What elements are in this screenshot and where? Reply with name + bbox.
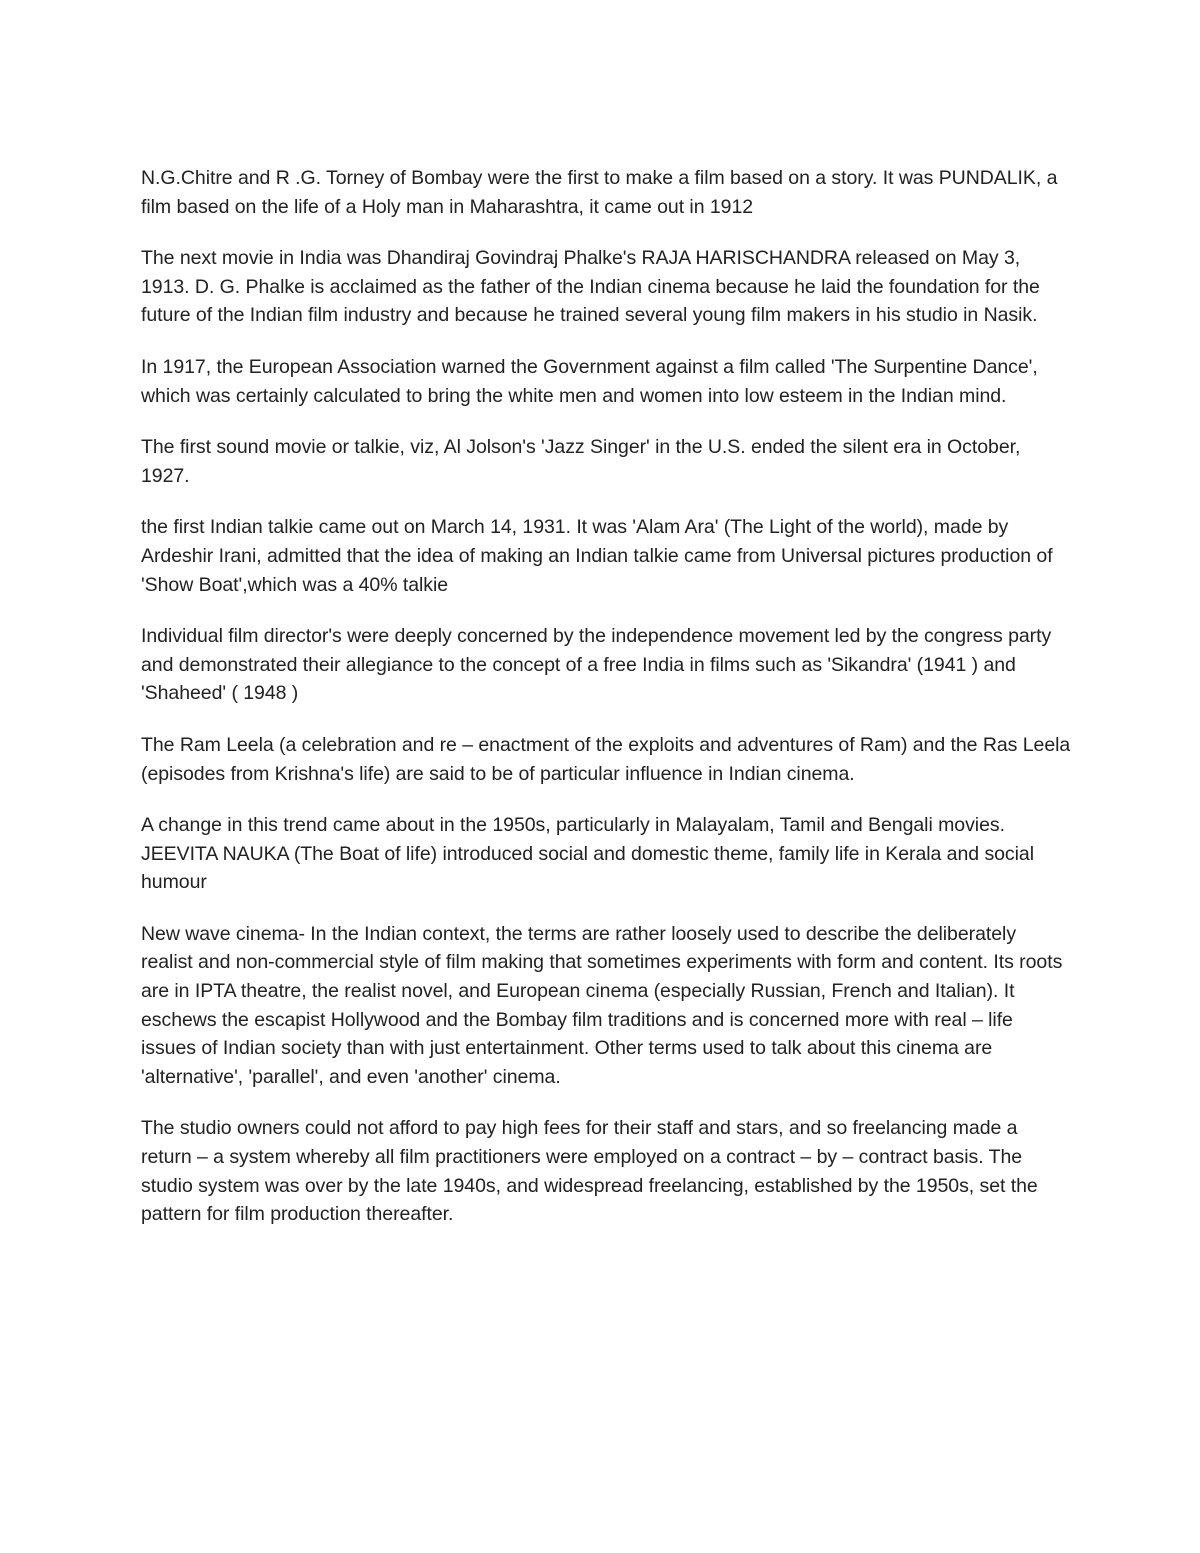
paragraph-studio-system: The studio owners could not afford to pay high fees for their staff and stars, and so freelancing made a return – a system whereby all film practitioners were employed on a contract – by – contract basis. The studio system was over by the late 1940s, and widespread freelancing, established by the 1950s, set the pattern for film production thereafter. — [141, 1117, 1038, 1226]
paragraph-jazz-singer: The first sound movie or talkie, viz, Al Jolson's 'Jazz Singer' in the U.S. ended the silent era in October, 1927. — [141, 436, 1021, 487]
paragraph-independence-movement: Individual film director's were deeply concerned by the independence movement led by the congress party and demonstrated their allegiance to the concept of a free India in films such as 'Sikandra' (1941 ) and 'Shaheed' ( 1948 ) — [141, 625, 1052, 705]
document-body — [141, 164, 1071, 1229]
paragraph-european-association: In 1917, the European Association warned the Government against a film called 'The Surpentine Dance', which was certainly calculated to bring the white men and women into low esteem in the Indian mind. — [141, 355, 1038, 407]
paragraph-alam-ara: the first Indian talkie came out on March 14, 1931. It was 'Alam Ara' (The Light of the world), made by Ardeshir Irani, admitted that the idea of making an Indian talkie came from Universal pictures production of 'Show Boat',which was a 40% talkie — [141, 516, 1053, 596]
paragraph-pundalik: N.G.Chitre and R .G. Torney of Bombay were the first to make a film based on a story. It was PUNDALIK, a film based on the life of a Holy man in Maharashtra, it came out in 1912 — [141, 167, 1058, 218]
paragraph-raja-harischandra: The next movie in India was Dhandiraj Govindraj Phalke's RAJA HARISCHANDRA released on May 3, 1913. D. G. Phalke is acclaimed as the father of the Indian cinema because he laid the foundation for the future of the Indian film industry and because he trained several young film makers in his studio in Nasik. — [141, 247, 1040, 327]
paragraph-new-wave-cinema: New wave cinema- In the Indian context, the terms are rather loosely used to describe the deliberately realist and non-commercial style of film making that sometimes experiments with form and content. Its roots are in IPTA theatre, the realist novel, and European cinema (especially Russian, French and Italian). It eschews the escapist Hollywood and the Bombay film traditions and is concerned more with real – life issues of Indian society than with just entertainment. Other terms used to talk about this cinema are 'alternative', 'parallel', and even 'another' cinema. — [141, 922, 1063, 1088]
paragraph-jeevita-nauka: A change in this trend came about in the 1950s, particularly in Malayalam, Tamil and Bengali movies. JEEVITA NAUKA (The Boat of life) introduced social and domestic theme, family life in Kerala and social humour — [141, 814, 1034, 894]
paragraph-ram-leela: The Ram Leela (a celebration and re – enactment of the exploits and adventures of Ram) and the Ras Leela (episodes from Krishna's life) are said to be of particular influence in Indian cinema. — [141, 733, 1071, 785]
